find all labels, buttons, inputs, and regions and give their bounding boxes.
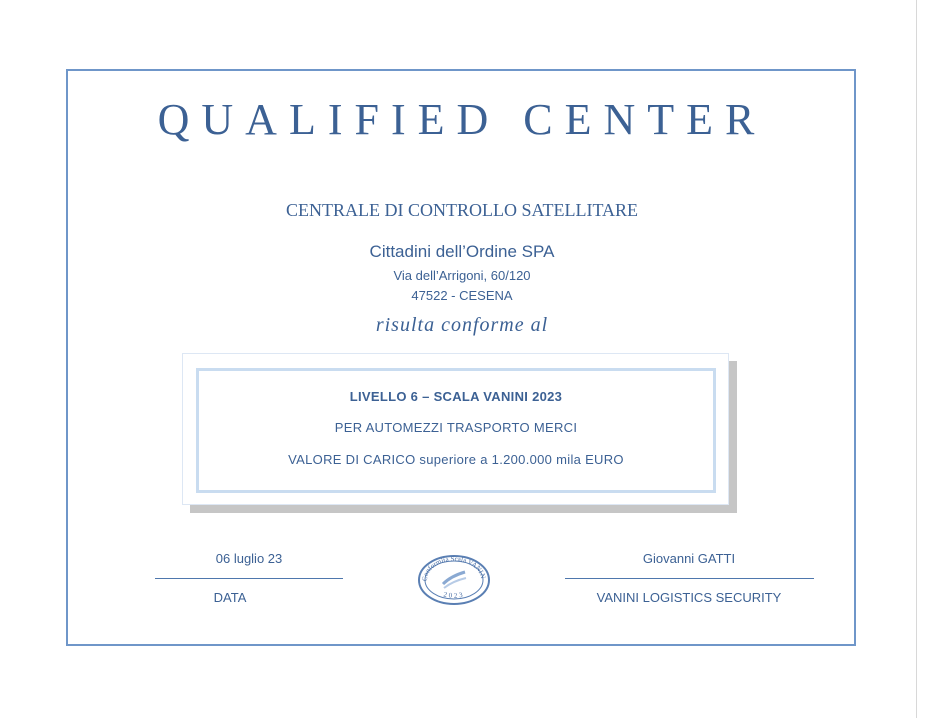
signer-name: Giovanni GATTI bbox=[642, 551, 736, 566]
address-city: 47522 - CESENA bbox=[411, 288, 513, 303]
svg-text:2023: 2023 bbox=[442, 590, 466, 600]
level-scope: PER AUTOMEZZI TRASPORTO MERCI bbox=[334, 420, 578, 435]
level-value: VALORE DI CARICO superiore a 1.200.000 mila EURO bbox=[288, 452, 624, 467]
level-title: LIVELLO 6 – SCALA VANINI 2023 bbox=[349, 389, 563, 404]
svg-text:Conformità Scala VANINI: Conformità Scala VANIN bbox=[420, 554, 487, 582]
address-street: Via dell’Arrigoni, 60/120 bbox=[393, 268, 531, 283]
certificate-title: QUALIFIED CENTER bbox=[157, 95, 767, 144]
company-name: Cittadini dell’Ordine SPA bbox=[369, 242, 555, 261]
date-label: DATA bbox=[213, 590, 247, 605]
conformity-seal-icon bbox=[417, 554, 491, 606]
conforme-text: risulta conforme al bbox=[375, 314, 549, 336]
signer-label: VANINI LOGISTICS SECURITY bbox=[596, 590, 782, 605]
page-edge bbox=[916, 0, 917, 718]
date-signature-line bbox=[155, 578, 343, 579]
date-value: 06 luglio 23 bbox=[215, 551, 283, 566]
certificate-subtitle: CENTRALE DI CONTROLLO SATELLITARE bbox=[285, 200, 639, 220]
signer-signature-line bbox=[565, 578, 814, 579]
